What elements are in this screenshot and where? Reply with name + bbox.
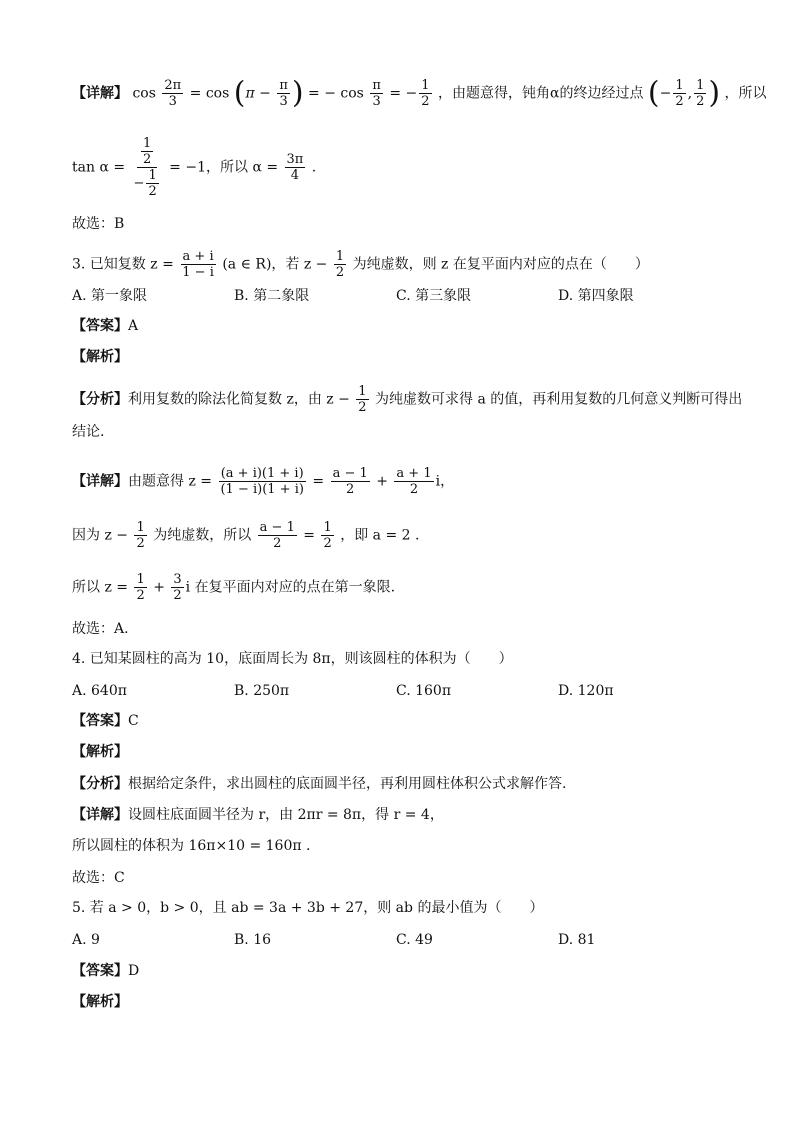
q3-fenxi-cont: 结论. [72,424,105,440]
q5-option-c: C. 49 [396,932,433,948]
fraction-half: $\frac{1}{2}$ [421,78,430,109]
detail-tag: 【详解】 [72,85,128,102]
q3-fenxi: 【分析】利用复数的除法化简复数 z，由 z − $\frac{1}{2}$ 为纯虚数可求得 a 的值，再利用复数的几何意义判断可得出 [72,384,743,415]
suoyi-text: ，所以 [724,85,767,102]
q3-analysis-tag: 【解析】 [72,349,128,365]
q4-volume: 所以圆柱的体积为 16π×10 = 160π . [72,838,311,854]
fraction-pi-3: $\frac{\pi}{3}$ [279,78,288,109]
q5-option-b: B. 16 [234,932,272,948]
detail-line-cos: 【详解】 cos $\frac{2\pi}{3}$ = cos (π − $\frac{\pi}{3}$ ) = − cos $\frac{\pi}{3}$ = − $\frac{1}{2}$ ，由题意得，钝角α的终边经过点 (− $\frac{1}{2}$ , $\frac{1}{2}$ ) ，所以 [72,75,767,111]
q5-option-a: A. 9 [72,932,100,948]
cos-text: cos [132,85,156,102]
q4-option-c: C. 160π [396,683,452,699]
q4-option-a: A. 640π [72,683,127,699]
choose-a: 故选：A. [72,621,129,637]
q3-option-d: D. 第四象限 [558,288,634,304]
tan-text: tan α = [72,159,126,176]
q4-option-b: B. 250π [234,683,290,699]
q3-option-b: B. 第二象限 [234,288,310,304]
q3-option-a: A. 第一象限 [72,288,148,304]
q3-stem: 3. 已知复数 z = $\frac{a + i}{1 - i}$ (a ∈ R)，若 z − $\frac{1}{2}$ 为纯虚数，则 z 在复平面内对应的点在（ ） [72,249,649,280]
choose-c: 故选：C [72,870,125,886]
q4-analysis-tag: 【解析】 [72,744,128,760]
fraction-3pi-4: $\frac{3\pi}{4}$ [286,152,304,183]
compound-fraction: $\frac{1}{2}$ − $\frac{1}{2}$ [133,136,157,199]
q3-answer: 【答案】A [72,318,139,334]
q4-stem: 4. 已知某圆柱的高为 10，底面周长为 8π，则该圆柱的体积为（ ） [72,651,513,667]
q3-detail: 【详解】由题意得 z = $\frac{(a + i)(1 + i)}{(1 - i)(1 + i)}$ = $\frac{a - 1}{2}$ + $\frac{a + 1}{2}$ i， [72,466,455,497]
q3-because: 因为 z − $\frac{1}{2}$ 为纯虚数，所以 $\frac{a - 1}{2}$ = $\frac{1}{2}$ ，即 a = 2 . [72,520,420,551]
choose-b: 故选：B [72,216,125,232]
q3-option-c: C. 第三象限 [396,288,472,304]
q5-stem: 5. 若 a > 0，b > 0，且 ab = 3a + 3b + 27，则 ab 的最小值为（ ） [72,900,544,916]
q5-answer: 【答案】D [72,963,140,979]
q3-so: 所以 z = $\frac{1}{2}$ + $\frac{3}{2}$ i 在复平面内对应的点在第一象限. [72,572,396,603]
q4-option-d: D. 120π [558,683,614,699]
tan-line: tan α = $\frac{1}{2}$ − $\frac{1}{2}$ = −1，所以 α = $\frac{3\pi}{4}$ . [72,136,317,199]
minus-one-text: = −1，所以 α = [169,159,279,176]
fraction-complex: $\frac{a + i}{1 - i}$ [182,249,214,280]
q4-answer: 【答案】C [72,713,139,729]
q5-analysis-tag: 【解析】 [72,994,128,1010]
q4-detail: 【详解】设圆柱底面圆半径为 r，由 2πr = 8π，得 r = 4， [72,807,444,823]
fraction-pi-3b: $\frac{\pi}{3}$ [372,78,381,109]
q4-fenxi: 【分析】根据给定条件，求出圆柱的底面圆半径，再利用圆柱体积公式求解作答. [72,776,567,792]
q5-option-d: D. 81 [558,932,596,948]
fraction-2pi-3: $\frac{2\pi}{3}$ [164,78,182,109]
eq-text: ，由题意得，钝角α的终边经过点 [437,85,644,102]
